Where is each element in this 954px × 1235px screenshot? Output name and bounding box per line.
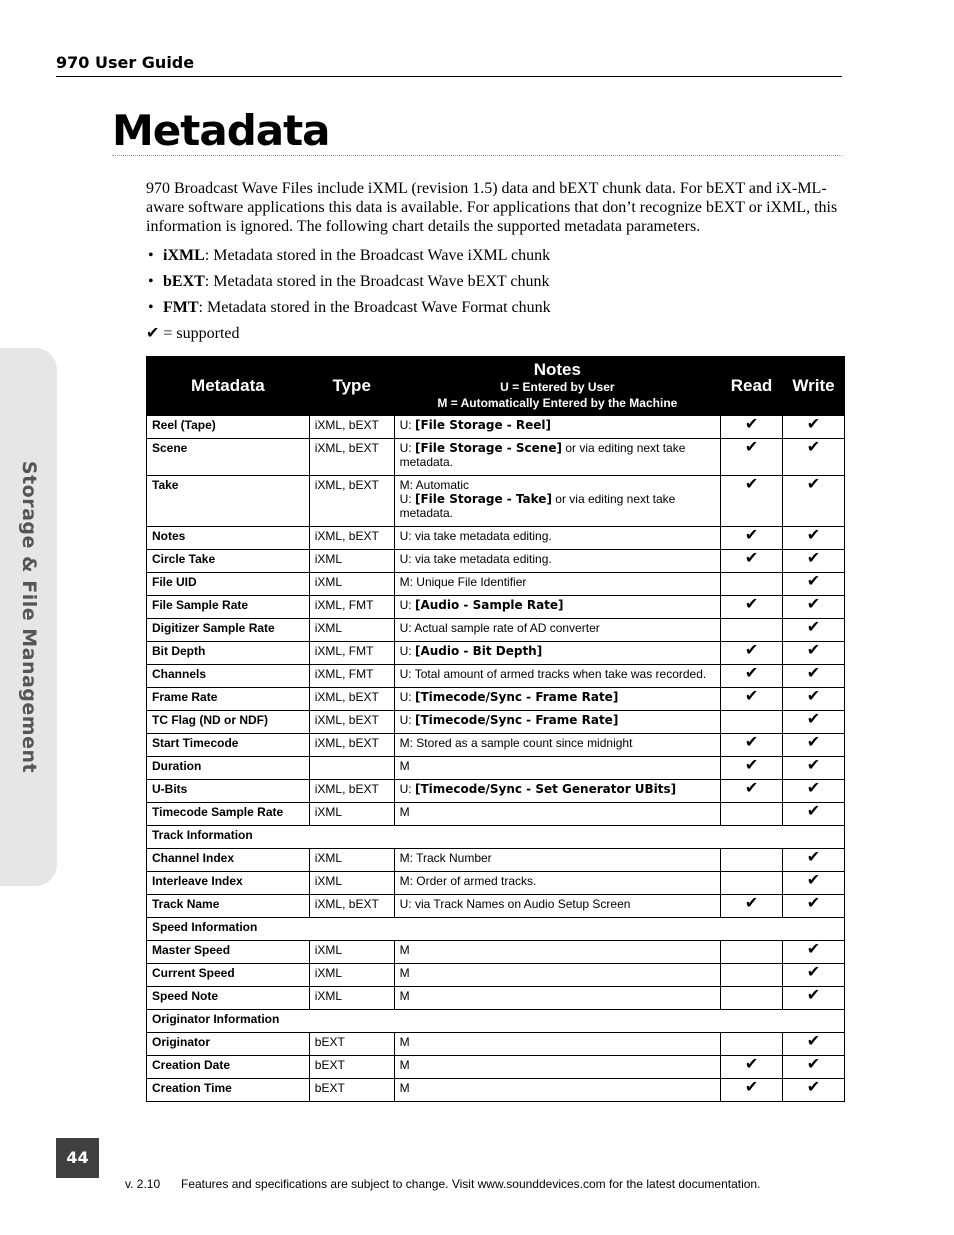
metadata-type: iXML, FMT [309, 665, 394, 688]
read-check [721, 803, 783, 826]
notes-text: U: via take metadata editing. [399, 529, 552, 543]
metadata-notes [394, 527, 720, 550]
read-check [721, 1079, 783, 1102]
metadata-name: Digitizer Sample Rate [147, 619, 310, 642]
metadata-notes [394, 964, 720, 987]
table-row [147, 416, 845, 439]
table-row [147, 550, 845, 573]
metadata-notes [394, 642, 720, 665]
metadata-type: iXML, bEXT [309, 895, 394, 918]
notes-text: U: [399, 782, 415, 796]
notes-text: M [399, 1058, 410, 1072]
check-mark-icon: ✔ [806, 416, 821, 433]
metadata-notes [394, 734, 720, 757]
notes-text: U: [399, 441, 415, 455]
metadata-type: iXML, bEXT [309, 527, 394, 550]
check-mark-icon: ✔ [806, 665, 821, 682]
chunk-bullet-list [148, 246, 551, 324]
menu-setting-ref: [File Storage - Take] [414, 492, 552, 506]
check-mark-icon: ✔ [744, 416, 759, 433]
metadata-type: iXML [309, 619, 394, 642]
metadata-notes [394, 849, 720, 872]
metadata-notes [394, 1056, 720, 1079]
table-row [147, 527, 845, 550]
check-mark-icon: ✔ [806, 849, 821, 866]
header-notes-title: Notes [533, 360, 581, 379]
section-label: Speed Information [147, 918, 845, 941]
write-check [783, 527, 845, 550]
write-check [783, 1079, 845, 1102]
guide-title: 970 User Guide [56, 53, 195, 72]
metadata-notes [394, 665, 720, 688]
metadata-notes [394, 1033, 720, 1056]
check-mark-icon: ✔ [806, 803, 821, 820]
check-mark-icon: ✔ [806, 711, 821, 728]
table-row [147, 734, 845, 757]
read-check [721, 642, 783, 665]
check-mark-icon: ✔ [806, 550, 821, 567]
notes-text: U: [399, 713, 415, 727]
table-row [147, 941, 845, 964]
section-row [147, 826, 845, 849]
write-check [783, 619, 845, 642]
notes-text: M: Automatic [399, 478, 469, 492]
metadata-type: iXML, bEXT [309, 476, 394, 527]
check-mark-icon: ✔ [744, 780, 759, 797]
metadata-notes [394, 780, 720, 803]
read-check [721, 941, 783, 964]
read-check [721, 895, 783, 918]
metadata-notes [394, 573, 720, 596]
write-check [783, 550, 845, 573]
menu-setting-ref: [File Storage - Scene] [414, 441, 562, 455]
metadata-name: Channel Index [147, 849, 310, 872]
check-mark-icon: ✔ [806, 688, 821, 705]
notes-text: M [399, 805, 410, 819]
check-mark-icon: ✔ [806, 941, 821, 958]
metadata-name: Originator [147, 1033, 310, 1056]
notes-text: U: [399, 644, 415, 658]
header-write: Write [783, 357, 845, 416]
write-check [783, 688, 845, 711]
page-number: 44 [56, 1138, 99, 1178]
notes-text: U: [399, 598, 415, 612]
metadata-type: iXML, bEXT [309, 416, 394, 439]
table-row [147, 665, 845, 688]
notes-text: M: Track Number [399, 851, 492, 865]
write-check [783, 573, 845, 596]
metadata-type: iXML [309, 849, 394, 872]
check-mark-icon: ✔ [806, 780, 821, 797]
table-row [147, 596, 845, 619]
write-check [783, 416, 845, 439]
read-check [721, 872, 783, 895]
read-check [721, 688, 783, 711]
menu-setting-ref: [Timecode/Sync - Set Generator UBits] [414, 782, 677, 796]
check-mark-icon: ✔ [744, 757, 759, 774]
check-mark-icon: ✔ [744, 665, 759, 682]
table-row [147, 872, 845, 895]
write-check [783, 711, 845, 734]
check-mark-icon: ✔ [806, 527, 821, 544]
check-mark-icon: ✔ [744, 642, 759, 659]
menu-setting-ref: [Audio - Bit Depth] [414, 644, 543, 658]
write-check [783, 476, 845, 527]
read-check [721, 711, 783, 734]
write-check [783, 665, 845, 688]
check-mark-icon: ✔ [744, 596, 759, 613]
metadata-name: Track Name [147, 895, 310, 918]
check-mark-icon: ✔ [744, 688, 759, 705]
header-rule [56, 76, 842, 77]
write-check [783, 872, 845, 895]
supported-legend: ✔ = supported [146, 325, 240, 342]
notes-text: U: [399, 690, 415, 704]
metadata-name: Reel (Tape) [147, 416, 310, 439]
check-mark-icon: ✔ [806, 987, 821, 1004]
read-check [721, 987, 783, 1010]
section-row [147, 1010, 845, 1033]
notes-text: U: [399, 418, 415, 432]
check-mark-icon: ✔ [806, 573, 821, 590]
notes-text: M [399, 989, 410, 1003]
metadata-notes [394, 416, 720, 439]
metadata-name: Notes [147, 527, 310, 550]
check-mark-icon: ✔ [806, 1056, 821, 1073]
bullet-ixml: • iXML: Metadata stored in the Broadcast Wave iXML chunk [148, 247, 551, 264]
metadata-notes [394, 941, 720, 964]
write-check [783, 734, 845, 757]
read-check [721, 439, 783, 476]
metadata-type: iXML [309, 550, 394, 573]
metadata-name: Master Speed [147, 941, 310, 964]
read-check [721, 596, 783, 619]
notes-text: M: Stored as a sample count since midnight [399, 736, 633, 750]
write-check [783, 780, 845, 803]
table-row [147, 1056, 845, 1079]
metadata-table [146, 356, 845, 1102]
check-mark-icon: ✔ [744, 734, 759, 751]
metadata-type: iXML, bEXT [309, 734, 394, 757]
check-mark-icon: ✔ [806, 757, 821, 774]
write-check [783, 941, 845, 964]
write-check [783, 1033, 845, 1056]
read-check [721, 849, 783, 872]
notes-text: or via editing next take metadata. [399, 492, 676, 520]
write-check [783, 987, 845, 1010]
table-row [147, 895, 845, 918]
bullet-term: iXML [163, 247, 205, 264]
notes-text: M [399, 1081, 410, 1095]
header-read: Read [721, 357, 783, 416]
table-row [147, 642, 845, 665]
read-check [721, 1033, 783, 1056]
metadata-notes [394, 757, 720, 780]
bullet-text: : Metadata stored in the Broadcast Wave Format chunk [198, 299, 551, 316]
read-check [721, 757, 783, 780]
footer-notice: Features and specifications are subject to change. Visit www.sounddevices.com for the latest documentation. [181, 1177, 761, 1191]
metadata-name: Creation Time [147, 1079, 310, 1102]
notes-text: M: Order of armed tracks. [399, 874, 537, 888]
section-row [147, 918, 845, 941]
check-mark-icon: ✔ [806, 734, 821, 751]
check-mark-icon: ✔ [744, 1079, 759, 1096]
section-label: Track Information [147, 826, 845, 849]
notes-text: U: via Track Names on Audio Setup Screen [399, 897, 631, 911]
metadata-notes [394, 1079, 720, 1102]
metadata-type: bEXT [309, 1079, 394, 1102]
notes-text: M: Unique File Identifier [399, 575, 527, 589]
metadata-notes [394, 987, 720, 1010]
table-row [147, 1079, 845, 1102]
check-mark-icon: ✔ [744, 476, 759, 493]
metadata-name: TC Flag (ND or NDF) [147, 711, 310, 734]
table-row [147, 711, 845, 734]
metadata-type: iXML [309, 872, 394, 895]
menu-setting-ref: [Audio - Sample Rate] [414, 598, 564, 612]
metadata-type: iXML, bEXT [309, 780, 394, 803]
table-row [147, 803, 845, 826]
table-row [147, 573, 845, 596]
metadata-name: Circle Take [147, 550, 310, 573]
read-check [721, 527, 783, 550]
check-mark-icon: ✔ [806, 439, 821, 456]
notes-text: M [399, 943, 410, 957]
side-tab-label: Storage & File Management [18, 460, 40, 774]
notes-text: or via editing next take metadata. [399, 441, 686, 469]
notes-text: U: Actual sample rate of AD converter [399, 621, 600, 635]
check-mark-icon: ✔ [744, 527, 759, 544]
intro-paragraph: 970 Broadcast Wave Files include iXML (revision 1.5) data and bEXT chunk data. For bEXT and iX-ML-aware software applications this data is available. For applications that don’t recognize bEXT or iXML, this information is ignored. The following chart details the supported metadata parameters. [146, 180, 838, 235]
read-check [721, 964, 783, 987]
write-check [783, 757, 845, 780]
bullet-text: : Metadata stored in the Broadcast Wave iXML chunk [204, 247, 551, 264]
table-row [147, 1033, 845, 1056]
notes-text: M [399, 1035, 410, 1049]
metadata-type: iXML [309, 987, 394, 1010]
bullet-text: : Metadata stored in the Broadcast Wave bEXT chunk [204, 273, 550, 290]
metadata-name: Creation Date [147, 1056, 310, 1079]
check-mark-icon: ✔ [806, 895, 821, 912]
write-check [783, 1056, 845, 1079]
read-check [721, 1056, 783, 1079]
bullet-bext: • bEXT: Metadata stored in the Broadcast Wave bEXT chunk [148, 273, 550, 290]
title-rule [112, 155, 842, 156]
metadata-type: iXML [309, 573, 394, 596]
metadata-notes [394, 596, 720, 619]
section-label: Originator Information [147, 1010, 845, 1033]
header-type: Type [309, 357, 394, 416]
bullet-term: FMT [163, 299, 199, 316]
menu-setting-ref: [File Storage - Reel] [414, 418, 552, 432]
check-mark-icon: ✔ [806, 964, 821, 981]
metadata-type: iXML [309, 941, 394, 964]
metadata-type: bEXT [309, 1056, 394, 1079]
write-check [783, 849, 845, 872]
metadata-type: iXML, FMT [309, 642, 394, 665]
metadata-notes [394, 619, 720, 642]
table-header-row [147, 357, 845, 416]
check-mark-icon: ✔ [806, 642, 821, 659]
check-mark-icon: ✔ [806, 1079, 821, 1096]
metadata-notes [394, 688, 720, 711]
check-mark-icon: ✔ [806, 872, 821, 889]
write-check [783, 642, 845, 665]
check-mark-icon: ✔ [744, 550, 759, 567]
metadata-type: iXML, bEXT [309, 711, 394, 734]
metadata-notes [394, 550, 720, 573]
metadata-name: Channels [147, 665, 310, 688]
table-row [147, 619, 845, 642]
metadata-name: Speed Note [147, 987, 310, 1010]
menu-setting-ref: [Timecode/Sync - Frame Rate] [414, 690, 619, 704]
metadata-notes [394, 476, 720, 527]
table-row [147, 849, 845, 872]
read-check [721, 550, 783, 573]
check-mark-icon: ✔ [806, 1033, 821, 1050]
metadata-name: Frame Rate [147, 688, 310, 711]
metadata-name: Scene [147, 439, 310, 476]
metadata-name: Interleave Index [147, 872, 310, 895]
notes-text: U: Total amount of armed tracks when take was recorded. [399, 667, 707, 681]
write-check [783, 964, 845, 987]
metadata-type: iXML [309, 964, 394, 987]
table-row [147, 780, 845, 803]
read-check [721, 665, 783, 688]
metadata-type [309, 757, 394, 780]
read-check [721, 416, 783, 439]
metadata-name: File UID [147, 573, 310, 596]
notes-text: M [399, 966, 410, 980]
bullet-fmt: • FMT: Metadata stored in the Broadcast Wave Format chunk [148, 299, 551, 316]
check-mark-icon: ✔ [744, 439, 759, 456]
header-metadata: Metadata [147, 357, 310, 416]
notes-text: U: via take metadata editing. [399, 552, 552, 566]
write-check [783, 439, 845, 476]
table-body [147, 416, 845, 1102]
check-mark-icon: ✔ [744, 895, 759, 912]
metadata-notes [394, 803, 720, 826]
metadata-name: Take [147, 476, 310, 527]
read-check [721, 619, 783, 642]
read-check [721, 780, 783, 803]
metadata-notes [394, 872, 720, 895]
write-check [783, 895, 845, 918]
metadata-type: iXML, bEXT [309, 688, 394, 711]
metadata-notes [394, 711, 720, 734]
read-check [721, 476, 783, 527]
metadata-name: Timecode Sample Rate [147, 803, 310, 826]
table-row [147, 439, 845, 476]
header-notes-user-key: U = Entered by User [500, 380, 615, 394]
table-row [147, 688, 845, 711]
check-mark-icon: ✔ [806, 596, 821, 613]
read-check [721, 734, 783, 757]
metadata-type: iXML [309, 803, 394, 826]
metadata-name: Current Speed [147, 964, 310, 987]
write-check [783, 596, 845, 619]
table-row [147, 757, 845, 780]
table-row [147, 476, 845, 527]
header-notes [394, 357, 720, 416]
metadata-notes [394, 895, 720, 918]
metadata-type: iXML, FMT [309, 596, 394, 619]
notes-text: M [399, 759, 410, 773]
read-check [721, 573, 783, 596]
metadata-name: Bit Depth [147, 642, 310, 665]
check-mark-icon: ✔ [806, 619, 821, 636]
check-mark-icon: ✔ [806, 476, 821, 493]
metadata-notes [394, 439, 720, 476]
notes-text: U: [399, 492, 415, 506]
metadata-name: Duration [147, 757, 310, 780]
table-row [147, 987, 845, 1010]
bullet-term: bEXT [163, 273, 205, 290]
metadata-type: iXML, bEXT [309, 439, 394, 476]
footer [125, 1177, 760, 1191]
footer-version: v. 2.10 [125, 1177, 161, 1191]
metadata-name: U-Bits [147, 780, 310, 803]
check-mark-icon: ✔ [744, 1056, 759, 1073]
header-notes-machine-key: M = Automatically Entered by the Machine [437, 396, 678, 410]
metadata-name: Start Timecode [147, 734, 310, 757]
page-title: Metadata [112, 106, 330, 155]
metadata-type: bEXT [309, 1033, 394, 1056]
table-row [147, 964, 845, 987]
menu-setting-ref: [Timecode/Sync - Frame Rate] [414, 713, 619, 727]
metadata-name: File Sample Rate [147, 596, 310, 619]
write-check [783, 803, 845, 826]
